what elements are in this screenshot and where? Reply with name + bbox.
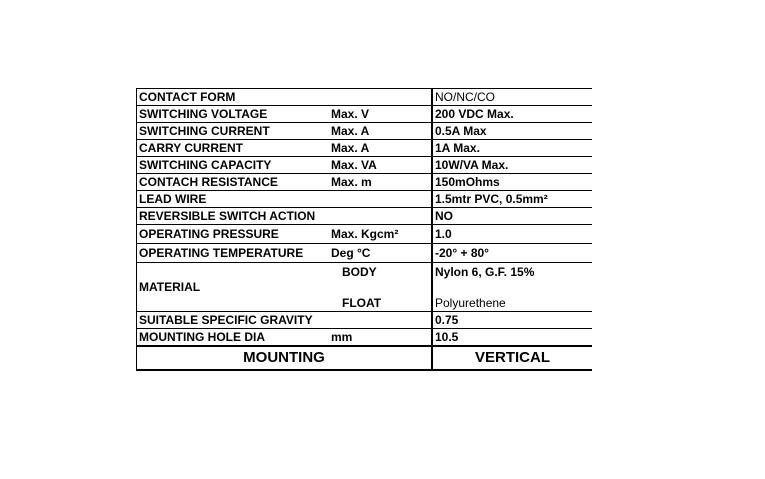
spec-cell [137,140,433,157]
mounting-value: VERTICAL [432,346,592,370]
table-row [137,157,593,174]
spec-cell [137,157,433,174]
table-row [137,140,593,157]
material-label: MATERIAL [139,280,201,294]
spec-unit: Max. A [331,124,370,138]
spec-label: LEAD WIRE [139,192,207,206]
spec-label: OPERATING TEMPERATURE [139,246,304,260]
table-row [137,225,593,244]
spec-unit: Max. m [331,175,372,189]
table-row [137,123,593,140]
spec-label: CARRY CURRENT [139,141,244,155]
spec-cell [137,225,433,244]
spec-unit: Max. A [331,141,370,155]
spec-value: 0.5A Max [432,123,592,140]
table-row [137,106,593,123]
spec-cell [137,329,433,347]
spec-cell [137,312,433,329]
spec-label: SUITABLE SPECIFIC GRAVITY [139,313,313,327]
spec-value: 1.5mtr PVC, 0.5mm² [432,191,592,208]
spec-cell [137,208,433,225]
spec-label: CONTACH RESISTANCE [139,175,278,189]
table-row [137,174,593,191]
spec-value: -20° + 80° [432,244,592,263]
spec-label: SWITCHING CAPACITY [139,158,272,172]
table-row [137,329,593,347]
footer-row [137,346,593,370]
table-row [137,312,593,329]
spec-unit: Max. Kgcm² [331,227,399,241]
spec-value: 10.5 [432,329,592,347]
spec-cell [137,174,433,191]
spec-unit: Deg °C [331,246,371,260]
spec-unit: Max. VA [331,158,377,172]
spec-value: 1.0 [432,225,592,244]
spec-label: SWITCHING CURRENT [139,124,270,138]
material-cell [137,263,433,312]
material-float-value: Polyurethene [435,296,506,310]
spec-value: NO [432,208,592,225]
spec-label: CONTACT FORM [139,90,236,104]
spec-label: OPERATING PRESSURE [139,227,279,241]
table-row [137,191,593,208]
spec-cell [137,123,433,140]
spec-unit: Max. V [331,107,370,121]
spec-value: 10W/VA Max. [432,157,592,174]
material-body-label: BODY [342,265,377,279]
spec-label: SWITCHING VOLTAGE [139,107,268,121]
spec-value: 0.75 [432,312,592,329]
material-row [137,263,593,312]
spec-unit: mm [331,330,353,344]
spec-cell [137,191,433,208]
spec-value: NO/NC/CO [432,89,592,106]
spec-value: 1A Max. [432,140,592,157]
spec-value: 150mOhms [432,174,592,191]
mounting-label: MOUNTING [137,346,433,370]
material-body-value: Nylon 6, G.F. 15% [435,265,535,279]
spec-label: REVERSIBLE SWITCH ACTION [139,209,316,223]
material-float-label: FLOAT [342,296,382,310]
spec-cell [137,106,433,123]
spec-cell [137,244,433,263]
table-row [137,89,593,106]
spec-value: 200 VDC Max. [432,106,592,123]
specification-table [136,88,592,371]
spec-label: MOUNTING HOLE DIA [139,330,265,344]
material-values [432,263,592,312]
spec-cell [137,89,433,106]
table-row [137,244,593,263]
table-row [137,208,593,225]
